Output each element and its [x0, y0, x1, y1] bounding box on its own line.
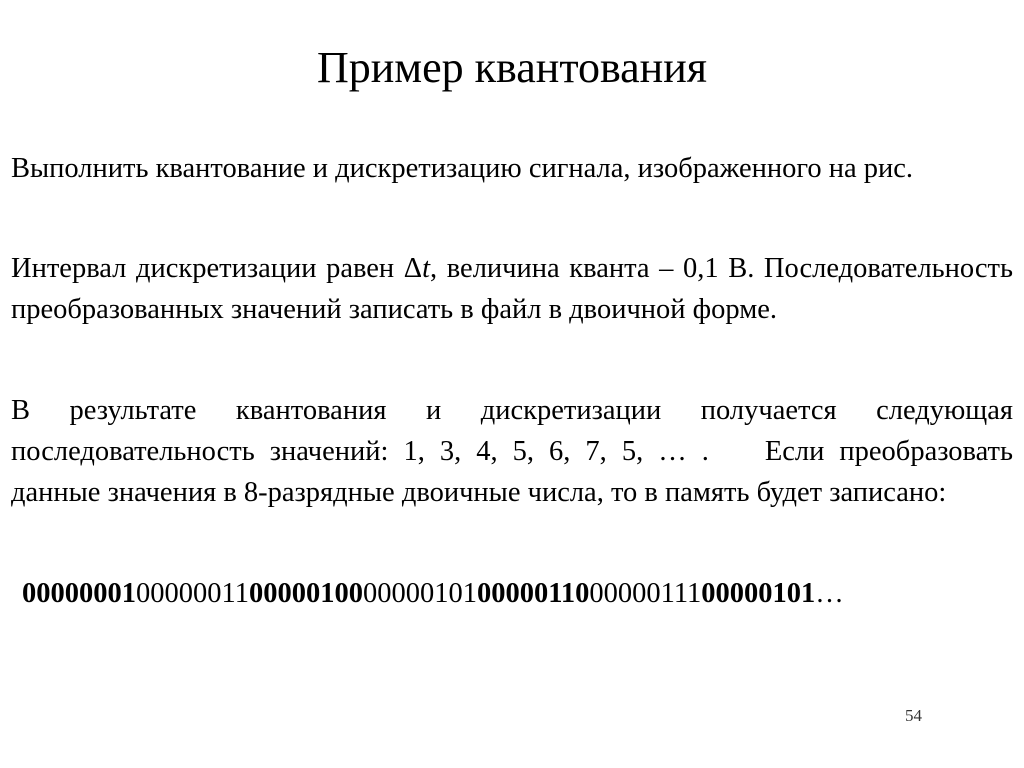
delta-symbol: Δ	[403, 253, 423, 284]
binary-group-4: 00000101	[362, 578, 477, 609]
binary-group-5: 00000110	[476, 578, 590, 609]
time-variable: t	[422, 253, 431, 284]
interval-paragraph	[11, 248, 1013, 330]
binary-group-7: 00000101	[701, 578, 816, 609]
binary-group-1: 00000001	[22, 578, 136, 609]
result-paragraph	[11, 390, 1013, 513]
slide-title: Пример квантования	[316, 43, 708, 92]
binary-sequence	[22, 574, 844, 614]
binary-group-2: 00000011	[136, 578, 249, 609]
task-paragraph: Выполнить квантование и дискретизацию сигнала, изображенного на рис.	[11, 153, 914, 184]
binary-ellipsis: …	[815, 578, 844, 609]
result-text-start: В результате квантования и дискретизации получается следующая последовательность значений: 1, 3, 4, 5, 6, 7, 5, … .	[11, 395, 1013, 467]
binary-group-6: 00000111	[589, 578, 702, 609]
binary-group-3: 00000100	[248, 578, 363, 609]
result-text-end: Если преобразовать данные значения в 8-разрядные двоичные числа, то в память будет записано:	[11, 436, 1013, 508]
interval-text-end: , величина кванта – 0,1 В. Последовательность преобразованных значений записать в файл в двоичной форме.	[11, 253, 1013, 325]
interval-text-start: Интервал дискретизации равен	[11, 253, 404, 284]
page-number: 54	[905, 706, 922, 725]
